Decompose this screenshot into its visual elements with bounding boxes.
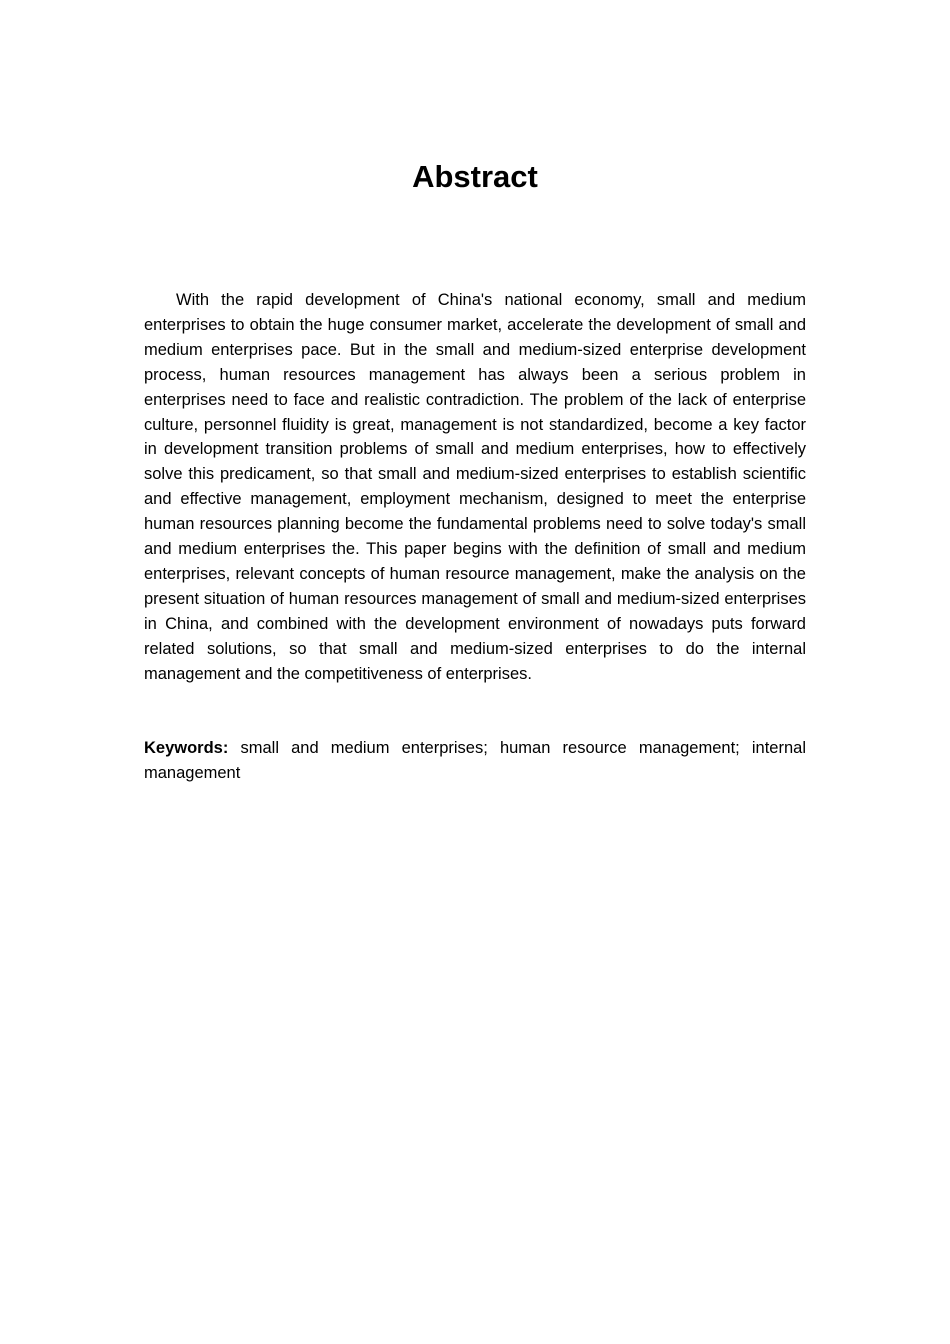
keywords-paragraph bbox=[144, 736, 806, 786]
keywords-text: small and medium enterprises; human resource management; internal management bbox=[144, 739, 806, 782]
abstract-body: With the rapid development of China's national economy, small and medium enterprises to obtain the huge consumer market, accelerate the development of small and medium enterprises pace. But in the small and medium-sized enterprise development process, human resources management has always been a serious problem in enterprises need to face and realistic contradiction. The problem of the lack of enterprise culture, personnel fluidity is great, management is not standardized, become a key factor in development transition problems of small and medium enterprises, how to effectively solve this predicament, so that small and medium-sized enterprises to establish scientific and effective management, employment mechanism, designed to meet the enterprise human resources planning become the fundamental problems need to solve today's small and medium enterprises the. This paper begins with the definition of small and medium enterprises, relevant concepts of human resource management, make the analysis on the present situation of human resources management of small and medium-sized enterprises in China, and combined with the development environment of nowadays puts forward related solutions, so that small and medium-sized enterprises to do the internal management and the competitiveness of enterprises. bbox=[144, 291, 806, 683]
page-title: Abstract bbox=[412, 159, 538, 194]
keywords-label: Keywords: bbox=[144, 739, 229, 757]
